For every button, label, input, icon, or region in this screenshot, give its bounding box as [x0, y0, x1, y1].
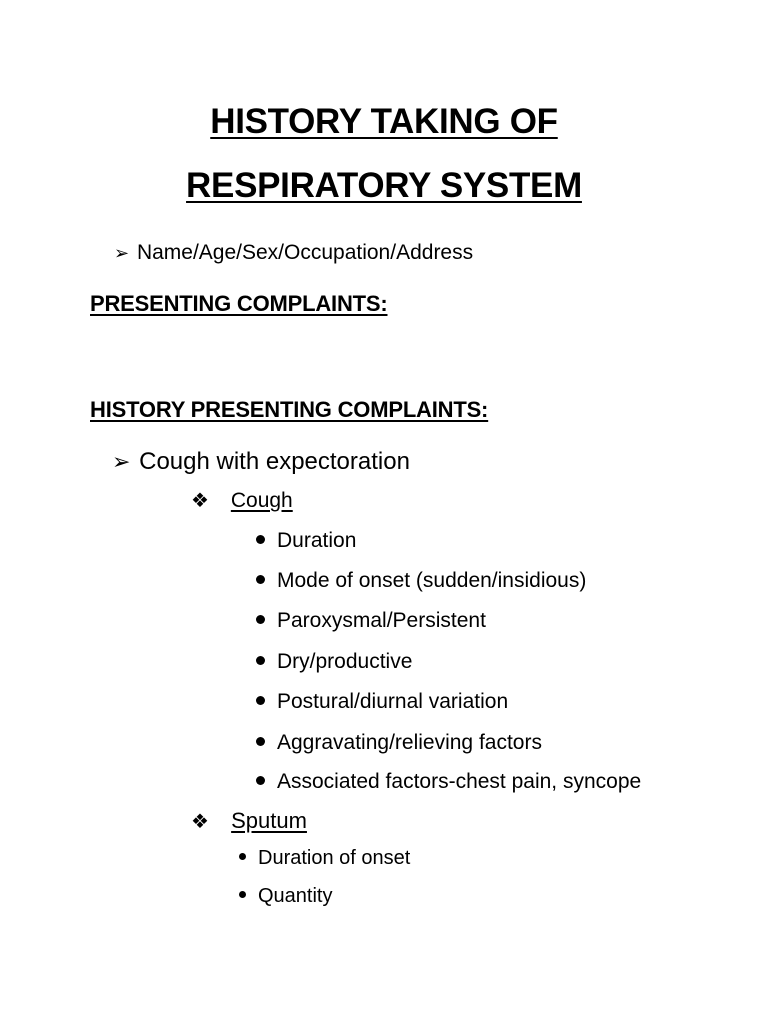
bullet-icon — [239, 891, 246, 898]
list-item — [239, 847, 410, 870]
diamond-bullet-icon: ❖ — [191, 809, 209, 833]
section-label: Cough — [230, 489, 293, 512]
title-line-2: RESPIRATORY SYSTEM — [186, 166, 582, 205]
arrow-bullet-icon: ➢ — [114, 243, 130, 264]
title-line-1: HISTORY TAKING OF — [210, 102, 558, 141]
complaint-label: Cough with expectoration — [139, 448, 410, 475]
arrow-bullet-icon: ➢ — [112, 450, 131, 475]
bullet-icon — [256, 575, 265, 584]
section-sputum — [191, 808, 307, 834]
list-item — [256, 770, 641, 794]
list-item — [256, 609, 486, 633]
list-item-text: Paroxysmal/Persistent — [277, 609, 486, 632]
list-item-text: Duration — [277, 529, 357, 552]
bullet-icon — [256, 737, 265, 746]
list-item — [256, 569, 586, 593]
list-item-text: Mode of onset (sudden/insidious) — [277, 569, 587, 592]
heading-history-presenting-complaints: HISTORY PRESENTING COMPLAINTS: — [90, 397, 489, 422]
bullet-icon — [256, 615, 265, 624]
list-item — [256, 529, 356, 553]
diamond-bullet-icon: ❖ — [191, 488, 209, 512]
list-item — [256, 690, 508, 714]
intro-list-item — [114, 241, 473, 265]
list-item — [256, 731, 542, 755]
bullet-icon — [256, 776, 265, 785]
complaint-item — [112, 448, 410, 476]
list-item-text: Quantity — [258, 885, 333, 907]
bullet-icon — [256, 656, 265, 665]
list-item-text: Postural/diurnal variation — [277, 690, 509, 713]
section-label: Sputum — [231, 808, 307, 833]
list-item-text: Dry/productive — [277, 650, 413, 673]
bullet-icon — [239, 853, 246, 860]
heading-presenting-complaints: PRESENTING COMPLAINTS: — [90, 291, 388, 316]
section-cough — [191, 488, 293, 513]
bullet-icon — [256, 696, 265, 705]
list-item — [256, 650, 412, 674]
intro-item-text: Name/Age/Sex/Occupation/Address — [136, 241, 474, 264]
list-item-text: Aggravating/relieving factors — [277, 731, 542, 754]
list-item — [239, 885, 332, 908]
list-item-text: Associated factors-chest pain, syncope — [277, 770, 642, 793]
list-item-text: Duration of onset — [258, 847, 411, 869]
bullet-icon — [256, 535, 265, 544]
